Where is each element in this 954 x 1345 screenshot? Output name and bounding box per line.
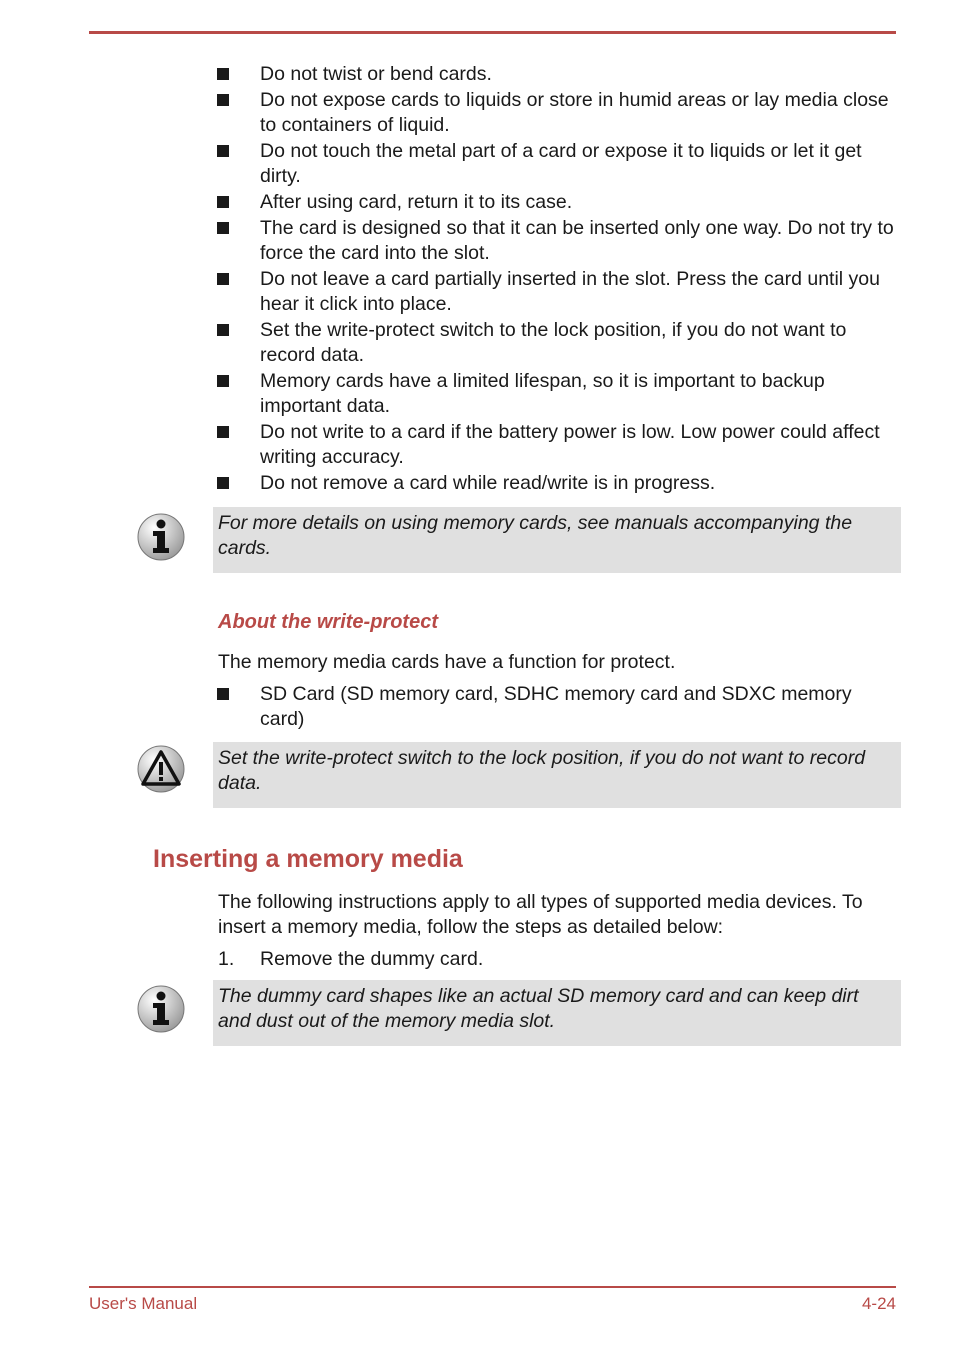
list-item: Do not remove a card while read/write is in progress. (0, 471, 900, 496)
bullet-square-icon (217, 145, 229, 157)
warning-text: Set the write-protect switch to the lock position, if you do not want to record data. (218, 747, 866, 794)
list-item: After using card, return it to its case. (0, 190, 900, 215)
bullet-square-icon (217, 68, 229, 80)
list-item: SD Card (SD memory card, SDHC memory card and SDXC memory card) (0, 682, 900, 732)
bullet-square-icon (217, 688, 229, 700)
inserting-intro: The following instructions apply to all types of supported media devices. To insert a memory media, follow the steps as detailed below: (218, 891, 863, 938)
footer-rule (89, 1286, 896, 1288)
list-item: Memory cards have a limited lifespan, so it is important to backup important data. (0, 369, 900, 419)
bullet-square-icon (217, 477, 229, 489)
section-heading: Inserting a memory media (153, 845, 463, 873)
info-icon (136, 512, 186, 562)
step-number: 1. (218, 948, 235, 970)
bullet-square-icon (217, 196, 229, 208)
footer-title: User's Manual (89, 1294, 198, 1313)
write-protect-intro: The memory media cards have a function for protect. (218, 651, 676, 673)
note-box (213, 507, 901, 573)
page-number: 4-24 (861, 1294, 896, 1313)
note-text: The dummy card shapes like an actual SD memory card and can keep dirt and dust out of the memory media slot. (218, 985, 859, 1032)
section-subheading: About the write-protect (218, 611, 438, 633)
bullet-square-icon (217, 426, 229, 438)
write-protect-bullet-list (0, 682, 954, 733)
list-item: Do not expose cards to liquids or store in humid areas or lay media close to containers of liquid. (0, 88, 900, 138)
list-item: Do not write to a card if the battery power is low. Low power could affect writing accuracy. (0, 420, 900, 470)
note-text: For more details on using memory cards, see manuals accompanying the cards. (218, 512, 853, 559)
warning-icon (136, 744, 186, 794)
bullet-square-icon (217, 273, 229, 285)
list-item: The card is designed so that it can be inserted only one way. Do not try to force the card into the slot. (0, 216, 900, 266)
list-item: Do not touch the metal part of a card or expose it to liquids or let it get dirty. (0, 139, 900, 189)
step-text: Remove the dummy card. (260, 948, 484, 970)
bullet-square-icon (217, 324, 229, 336)
bullet-square-icon (217, 94, 229, 106)
warning-box (213, 742, 901, 808)
step-item (218, 947, 898, 972)
info-icon (136, 984, 186, 1034)
list-item: Do not leave a card partially inserted in the slot. Press the card until you hear it click into place. (0, 267, 900, 317)
bullet-square-icon (217, 222, 229, 234)
handling-bullet-list (0, 62, 954, 497)
list-item: Do not twist or bend cards. (0, 62, 900, 87)
header-rule (89, 31, 896, 34)
bullet-square-icon (217, 375, 229, 387)
list-item: Set the write-protect switch to the lock position, if you do not want to record data. (0, 318, 900, 368)
note-box (213, 980, 901, 1046)
